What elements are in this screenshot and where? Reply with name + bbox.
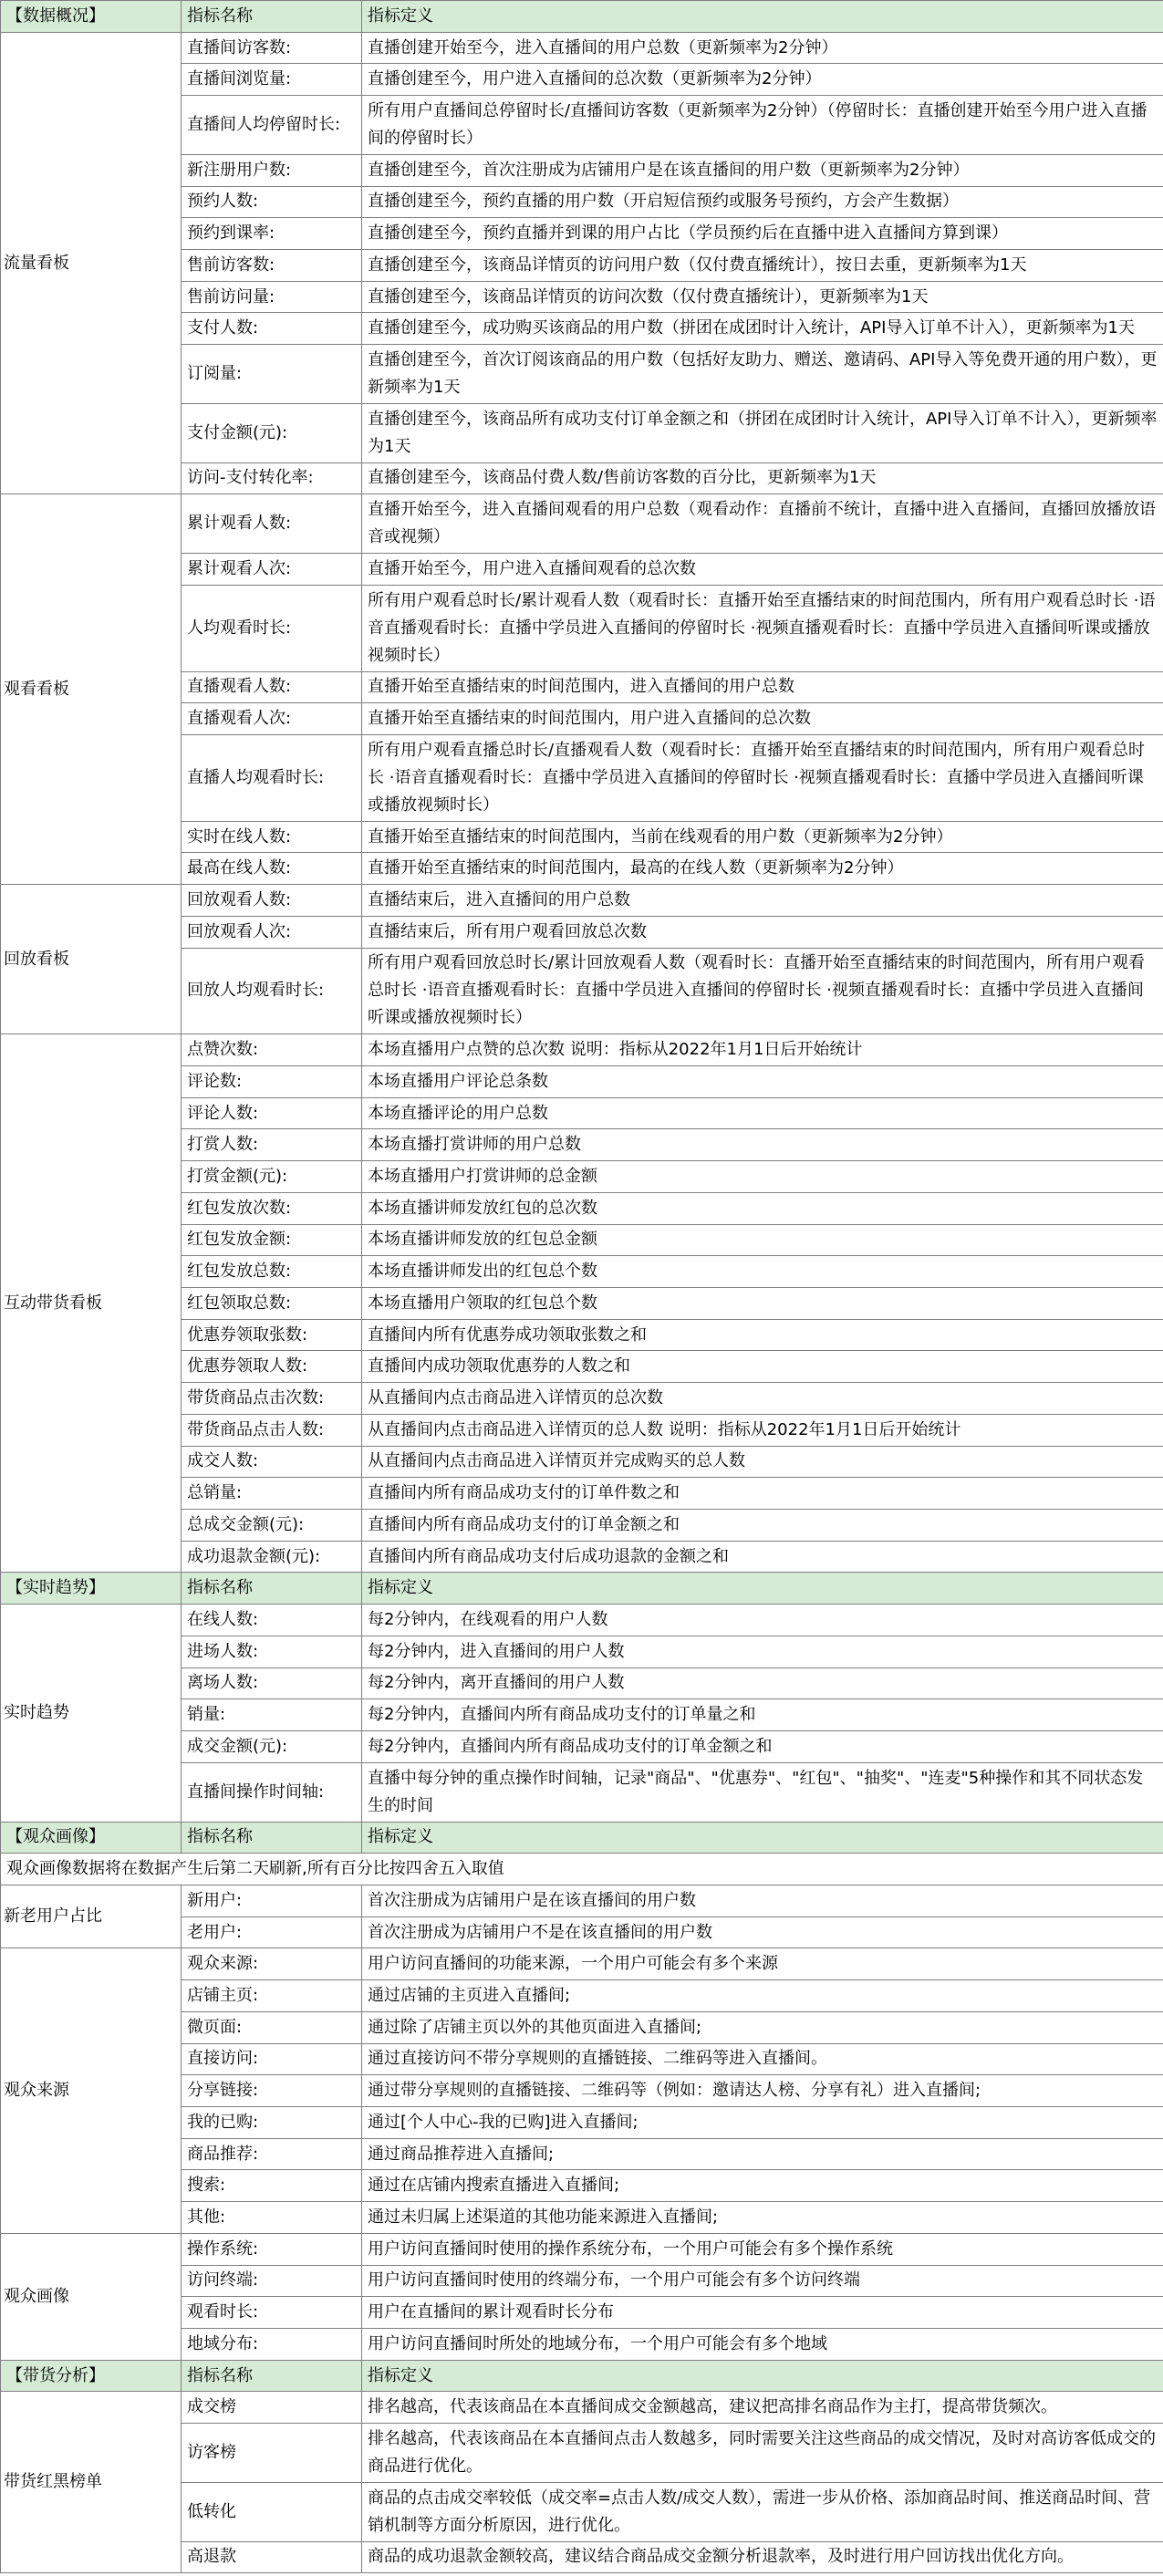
section-note: 观众画像数据将在数据产生后第二天刷新,所有百分比按四舍五入取值 xyxy=(1,1854,1163,1885)
metric-definition: 从直播间内点击商品进入详情页的总人数 说明：指标从2022年1月1日后开始统计 xyxy=(362,1414,1163,1446)
metric-definition: 通过在店铺内搜索直播进入直播间; xyxy=(362,2170,1163,2202)
metric-name: 分享链接: xyxy=(182,2075,362,2107)
metric-definition: 直播间内所有商品成功支付后成功退款的金额之和 xyxy=(362,1541,1163,1573)
metric-definition: 本场直播用户点赞的总次数 说明：指标从2022年1月1日后开始统计 xyxy=(362,1034,1163,1066)
metric-name: 老用户: xyxy=(182,1916,362,1948)
metric-name: 最高在线人数: xyxy=(182,853,362,885)
metric-name: 成交人数: xyxy=(182,1446,362,1478)
section-title: 【带货分析】 xyxy=(1,2360,182,2392)
metric-name: 直播间操作时间轴: xyxy=(182,1762,362,1822)
metric-definition: 每2分钟内，直播间内所有商品成功支付的订单量之和 xyxy=(362,1699,1163,1731)
section-header-row xyxy=(1,1,1163,33)
metric-definition: 直播开始至直播结束的时间范围内，最高的在线人数（更新频率为2分钟） xyxy=(362,853,1163,885)
metric-name: 优惠券领取张数: xyxy=(182,1319,362,1351)
metric-name: 高退款 xyxy=(182,2541,362,2573)
metric-name: 支付人数: xyxy=(182,313,362,345)
metric-definition: 直播开始至直播结束的时间范围内，用户进入直播间的总次数 xyxy=(362,703,1163,735)
metric-definition: 商品的点击成交率较低（成交率=点击人数/成交人数），需进一步从价格、添加商品时间、推送商品时间、营销机制等方面分析原因，进行优化。 xyxy=(362,2482,1163,2541)
table-row xyxy=(1,2233,1163,2265)
column-header-definition: 指标定义 xyxy=(362,2360,1163,2392)
metric-name: 售前访问量: xyxy=(182,281,362,313)
category-cell: 带货红黑榜单 xyxy=(1,2392,182,2573)
metric-definition: 本场直播讲师发出的红包总个数 xyxy=(362,1256,1163,1288)
section-header-row xyxy=(1,1822,1163,1854)
metric-name: 总销量: xyxy=(182,1478,362,1510)
metric-name: 进场人数: xyxy=(182,1636,362,1667)
metric-name: 访问终端: xyxy=(182,2265,362,2297)
metric-name: 成交榜 xyxy=(182,2392,362,2424)
metric-name: 搜索: xyxy=(182,2170,362,2202)
metric-definition: 每2分钟内，进入直播间的用户人数 xyxy=(362,1636,1163,1667)
metric-definition: 从直播间内点击商品进入详情页并完成购买的总人数 xyxy=(362,1446,1163,1478)
metric-definition: 直播创建至今，该商品详情页的访问用户数（仅付费直播统计），按日去重，更新频率为1天 xyxy=(362,250,1163,282)
metric-definition: 直播创建至今，首次订阅该商品的用户数（包括好友助力、赠送、邀请码、API导入等免费开通的用户数），更新频率为1天 xyxy=(362,345,1163,404)
category-cell: 互动带货看板 xyxy=(1,1034,182,1573)
metric-definition: 通过未归属上述渠道的其他功能来源进入直播间; xyxy=(362,2202,1163,2234)
metric-definition: 直播间内所有优惠券成功领取张数之和 xyxy=(362,1319,1163,1351)
column-header-definition: 指标定义 xyxy=(362,1822,1163,1854)
section-title: 【数据概况】 xyxy=(1,1,182,33)
column-header-name: 指标名称 xyxy=(182,1573,362,1605)
metric-definition: 通过带分享规则的直播链接、二维码等（例如：邀请达人榜、分享有礼）进入直播间; xyxy=(362,2075,1163,2107)
metric-name: 红包发放金额: xyxy=(182,1224,362,1256)
metric-definition: 直播结束后，进入直播间的用户总数 xyxy=(362,885,1163,917)
metric-definition: 通过[个人中心-我的已购]进入直播间; xyxy=(362,2106,1163,2138)
metric-definition: 用户在直播间的累计观看时长分布 xyxy=(362,2297,1163,2329)
metric-definition: 通过直接访问不带分享规则的直播链接、二维码等进入直播间。 xyxy=(362,2043,1163,2075)
metric-name: 预约到课率: xyxy=(182,218,362,250)
metric-name: 新用户: xyxy=(182,1885,362,1916)
table-row xyxy=(1,1605,1163,1636)
metric-name: 离场人数: xyxy=(182,1667,362,1699)
metric-name: 红包发放总数: xyxy=(182,1256,362,1288)
metric-name: 商品推荐: xyxy=(182,2138,362,2170)
metric-definition: 直播创建至今，该商品所有成功支付订单金额之和（拼团在成团时计入统计，API导入订单不计入），更新频率为1天 xyxy=(362,403,1163,462)
table-row xyxy=(1,1948,1163,1980)
section-title: 【观众画像】 xyxy=(1,1822,182,1854)
metric-name: 直播观看人次: xyxy=(182,703,362,735)
metric-name: 售前访客数: xyxy=(182,250,362,282)
metric-name: 直播人均观看时长: xyxy=(182,734,362,821)
metric-name: 带货商品点击次数: xyxy=(182,1383,362,1415)
metric-definition: 每2分钟内，直播间内所有商品成功支付的订单金额之和 xyxy=(362,1731,1163,1763)
metric-name: 人均观看时长: xyxy=(182,585,362,671)
metric-name: 直播观看人数: xyxy=(182,671,362,703)
metric-name: 评论人数: xyxy=(182,1097,362,1129)
metric-definition: 直播创建至今，用户进入直播间的总次数（更新频率为2分钟） xyxy=(362,64,1163,96)
metric-definition: 所有用户观看直播总时长/直播观看人数（观看时长：直播开始至直播结束的时间范围内，所有用户观看总时长 ·语音直播观看时长：直播中学员进入直播间的停留时长 ·视频直播观看时长：直播中学员进入直播间听课或播放视频时长） xyxy=(362,734,1163,821)
metric-name: 红包发放次数: xyxy=(182,1192,362,1224)
metric-definition: 直播结束后，所有用户观看回放总次数 xyxy=(362,916,1163,948)
metric-definition: 直播间内所有商品成功支付的订单件数之和 xyxy=(362,1478,1163,1510)
metric-name: 实时在线人数: xyxy=(182,821,362,853)
metric-name: 直播间访客数: xyxy=(182,32,362,64)
metric-definition: 通过除了店铺主页以外的其他页面进入直播间; xyxy=(362,2011,1163,2043)
table-row xyxy=(1,32,1163,64)
metric-definition: 商品的成功退款金额较高，建议结合商品成交金额分析退款率，及时进行用户回访找出优化方向。 xyxy=(362,2541,1163,2573)
metric-definition: 用户访问直播间的功能来源，一个用户可能会有多个来源 xyxy=(362,1948,1163,1980)
category-cell: 新老用户占比 xyxy=(1,1885,182,1948)
column-header-name: 指标名称 xyxy=(182,2360,362,2392)
column-header-definition: 指标定义 xyxy=(362,1573,1163,1605)
metric-definition: 本场直播打赏讲师的用户总数 xyxy=(362,1129,1163,1161)
metric-name: 操作系统: xyxy=(182,2233,362,2265)
metric-name: 支付金额(元): xyxy=(182,403,362,462)
section-note-row xyxy=(1,1854,1163,1885)
column-header-name: 指标名称 xyxy=(182,1,362,33)
metric-definition: 通过商品推荐进入直播间; xyxy=(362,2138,1163,2170)
category-cell: 观众来源 xyxy=(1,1948,182,2233)
metric-name: 直接访问: xyxy=(182,2043,362,2075)
metric-name: 打赏金额(元): xyxy=(182,1161,362,1193)
metric-definition: 每2分钟内，在线观看的用户人数 xyxy=(362,1605,1163,1636)
category-cell: 观众画像 xyxy=(1,2233,182,2360)
metric-name: 预约人数: xyxy=(182,186,362,218)
metric-definition: 直播间内所有商品成功支付的订单金额之和 xyxy=(362,1510,1163,1542)
metric-definition: 直播创建至今，该商品付费人数/售前访客数的百分比，更新频率为1天 xyxy=(362,462,1163,494)
metric-definition: 直播开始至今，进入直播间观看的用户总数（观看动作：直播前不统计，直播中进入直播间，直播回放播放语音或视频） xyxy=(362,494,1163,554)
metric-name: 成功退款金额(元): xyxy=(182,1541,362,1573)
metric-definition: 直播开始至直播结束的时间范围内，进入直播间的用户总数 xyxy=(362,671,1163,703)
metric-definition: 本场直播讲师发放红包的总次数 xyxy=(362,1192,1163,1224)
metric-name: 订阅量: xyxy=(182,345,362,404)
metric-name: 销量: xyxy=(182,1699,362,1731)
metric-name: 访问-支付转化率: xyxy=(182,462,362,494)
metric-definition: 直播开始至直播结束的时间范围内，当前在线观看的用户数（更新频率为2分钟） xyxy=(362,821,1163,853)
metric-definition: 直播开始至今，用户进入直播间观看的总次数 xyxy=(362,554,1163,586)
metric-definition: 所有用户观看总时长/累计观看人数（观看时长：直播开始至直播结束的时间范围内，所有用户观看总时长 ·语音直播观看时长：直播中学员进入直播间的停留时长 ·视频直播观看时长：直播中学员进入直播间听课或播放视频时长） xyxy=(362,585,1163,671)
metric-definition: 排名越高，代表该商品在本直播间点击人数越多，同时需要关注这些商品的成交情况，及时对高访客低成交的商品进行优化。 xyxy=(362,2424,1163,2483)
metric-name: 低转化 xyxy=(182,2482,362,2541)
metric-definition: 所有用户观看回放总时长/累计回放观看人数（观看时长：直播开始至直播结束的时间范围内，所有用户观看总时长 ·语音直播观看时长：直播中学员进入直播间的停留时长 ·视频直播观看时长：直播中学员进入直播间听课或播放视频时长） xyxy=(362,948,1163,1034)
metric-definition: 本场直播讲师发放的红包总金额 xyxy=(362,1224,1163,1256)
column-header-definition: 指标定义 xyxy=(362,1,1163,33)
metric-definition: 直播创建至今，首次注册成为店铺用户是在该直播间的用户数（更新频率为2分钟） xyxy=(362,154,1163,186)
metric-definition: 通过店铺的主页进入直播间; xyxy=(362,1980,1163,2012)
metric-name: 店铺主页: xyxy=(182,1980,362,2012)
metric-name: 回放观看人次: xyxy=(182,916,362,948)
metric-name: 累计观看人数: xyxy=(182,494,362,554)
metric-name: 成交金额(元): xyxy=(182,1731,362,1763)
metric-name: 观众来源: xyxy=(182,1948,362,1980)
metric-definition: 直播创建开始至今，进入直播间的用户总数（更新频率为2分钟） xyxy=(362,32,1163,64)
metric-name: 在线人数: xyxy=(182,1605,362,1636)
metric-name: 回放观看人数: xyxy=(182,885,362,917)
metric-name: 直播间人均停留时长: xyxy=(182,96,362,155)
metric-definition: 直播创建至今，预约直播的用户数（开启短信预约或服务号预约，方会产生数据） xyxy=(362,186,1163,218)
column-header-name: 指标名称 xyxy=(182,1822,362,1854)
metric-definition: 直播创建至今，成功购买该商品的用户数（拼团在成团时计入统计，API导入订单不计入），更新频率为1天 xyxy=(362,313,1163,345)
metric-name: 其他: xyxy=(182,2202,362,2234)
section-header-row xyxy=(1,1573,1163,1605)
section-title: 【实时趋势】 xyxy=(1,1573,182,1605)
table-row xyxy=(1,885,1163,917)
metric-name: 打赏人数: xyxy=(182,1129,362,1161)
metric-definition: 直播间内成功领取优惠券的人数之和 xyxy=(362,1351,1163,1383)
metric-name: 带货商品点击人数: xyxy=(182,1414,362,1446)
metric-name: 我的已购: xyxy=(182,2106,362,2138)
table-row xyxy=(1,1885,1163,1916)
table-row xyxy=(1,494,1163,554)
metric-name: 优惠券领取人数: xyxy=(182,1351,362,1383)
metric-definition: 本场直播评论的用户总数 xyxy=(362,1097,1163,1129)
metric-definition: 本场直播用户评论总条数 xyxy=(362,1065,1163,1097)
metric-definition: 本场直播用户打赏讲师的总金额 xyxy=(362,1161,1163,1193)
metric-name: 微页面: xyxy=(182,2011,362,2043)
metric-name: 红包领取总数: xyxy=(182,1288,362,1320)
section-header-row xyxy=(1,2360,1163,2392)
category-cell: 流量看板 xyxy=(1,32,182,494)
metric-definition: 直播中每分钟的重点操作时间轴，记录"商品"、"优惠券"、"红包"、"抽奖"、"连麦"5种操作和其不同状态发生的时间 xyxy=(362,1762,1163,1822)
metric-name: 新注册用户数: xyxy=(182,154,362,186)
metric-name: 地域分布: xyxy=(182,2329,362,2361)
metric-name: 观看时长: xyxy=(182,2297,362,2329)
metric-definition: 每2分钟内，离开直播间的用户人数 xyxy=(362,1667,1163,1699)
metric-definition: 本场直播用户领取的红包总个数 xyxy=(362,1288,1163,1320)
metric-name: 累计观看人次: xyxy=(182,554,362,586)
metric-definition: 首次注册成为店铺用户是在该直播间的用户数 xyxy=(362,1885,1163,1916)
metric-definition: 用户访问直播间时所处的地域分布，一个用户可能会有多个地域 xyxy=(362,2329,1163,2361)
metric-definition: 从直播间内点击商品进入详情页的总次数 xyxy=(362,1383,1163,1415)
metric-name: 评论数: xyxy=(182,1065,362,1097)
metric-definition: 首次注册成为店铺用户不是在该直播间的用户数 xyxy=(362,1916,1163,1948)
metric-definition: 用户访问直播间时使用的操作系统分布，一个用户可能会有多个操作系统 xyxy=(362,2233,1163,2265)
category-cell: 观看看板 xyxy=(1,494,182,885)
metric-name: 点赞次数: xyxy=(182,1034,362,1066)
metric-definition: 用户访问直播间时使用的终端分布，一个用户可能会有多个访问终端 xyxy=(362,2265,1163,2297)
category-cell: 实时趋势 xyxy=(1,1605,182,1822)
metric-definition: 排名越高，代表该商品在本直播间成交金额越高，建议把高排名商品作为主打，提高带货频次。 xyxy=(362,2392,1163,2424)
metric-name: 总成交金额(元): xyxy=(182,1510,362,1542)
table-row xyxy=(1,2392,1163,2424)
metric-definition: 所有用户直播间总停留时长/直播间访客数（更新频率为2分钟）（停留时长：直播创建开始至今用户进入直播间的停留时长） xyxy=(362,96,1163,155)
category-cell: 回放看板 xyxy=(1,885,182,1034)
metric-name: 回放人均观看时长: xyxy=(182,948,362,1034)
metric-name: 直播间浏览量: xyxy=(182,64,362,96)
table-row xyxy=(1,1034,1163,1066)
metric-definition: 直播创建至今，预约直播并到课的用户占比（学员预约后在直播中进入直播间方算到课） xyxy=(362,218,1163,250)
metric-definition: 直播创建至今，该商品详情页的访问次数（仅付费直播统计），更新频率为1天 xyxy=(362,281,1163,313)
metric-name: 访客榜 xyxy=(182,2424,362,2483)
